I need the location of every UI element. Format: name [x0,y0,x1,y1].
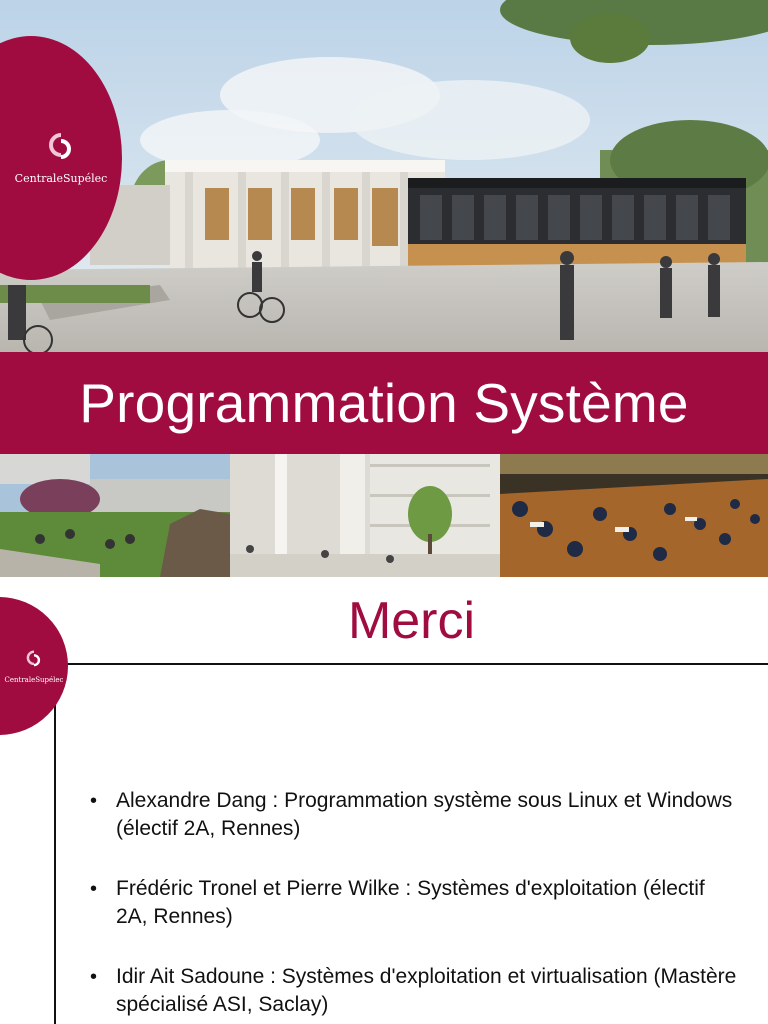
centralesupelec-logo-icon [23,649,45,674]
lecture-hall-photo [500,454,768,577]
bullet-icon: • [90,966,98,988]
list-item [88,875,738,931]
title-band [0,352,768,454]
reference-text: Idir Ait Sadoune : Systèmes d'exploitation et virtualisation (Mastère spécialisé ASI, Saclay) [116,965,737,1016]
horizontal-divider [55,663,768,665]
bullet-icon: • [90,878,98,900]
slide-title: Programmation Système [79,372,689,434]
bullet-icon: • [90,790,98,812]
reference-text: Alexandre Dang : Programmation système sous Linux et Windows (électif 2A, Rennes) [116,789,733,840]
reference-text: Frédéric Tronel et Pierre Wilke : Systèmes d'exploitation (électif 2A, Rennes) [116,877,705,928]
slide-heading: Merci [347,592,476,650]
thanks-slide [0,577,768,1024]
list-item [88,963,738,1019]
reference-list [88,787,738,1024]
vertical-divider [54,663,56,1024]
centralesupelec-logo-icon [43,131,79,168]
campus-lawn-photo [0,454,230,577]
photo-strip [0,454,768,577]
atrium-photo [230,454,500,577]
list-item [88,787,738,843]
brand-name: CentraleSupélec [4,675,64,684]
brand-name: CentraleSupélec [14,172,108,185]
